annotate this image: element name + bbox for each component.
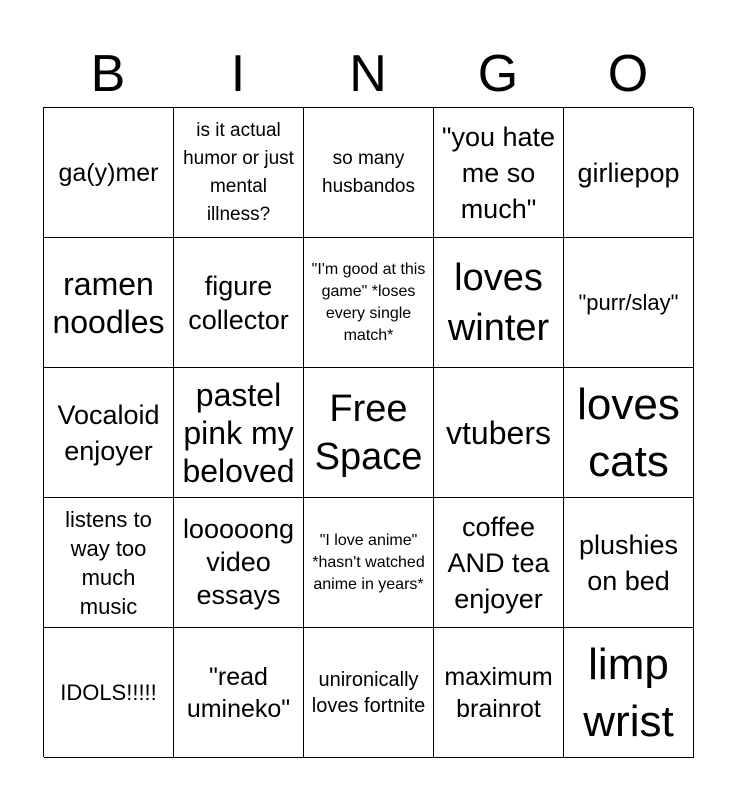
bingo-cell[interactable]: so many husbandos	[304, 108, 434, 238]
header-letter-b: B	[90, 45, 126, 103]
header-letter-o: O	[607, 45, 649, 103]
bingo-cell[interactable]: limp wrist	[564, 628, 694, 758]
bingo-cell[interactable]: loves cats	[564, 368, 694, 498]
bingo-cell[interactable]: listens to way too much music	[44, 498, 174, 628]
bingo-cell[interactable]: loves winter	[434, 238, 564, 368]
header-letter-n: N	[349, 45, 387, 103]
bingo-cell[interactable]: looooong video essays	[174, 498, 304, 628]
bingo-cell[interactable]: "purr/slay"	[564, 238, 694, 368]
bingo-header	[43, 40, 693, 108]
bingo-cell[interactable]: "I'm good at this game" *loses every single match*	[304, 238, 434, 368]
bingo-cell[interactable]: ga(y)mer	[44, 108, 174, 238]
bingo-cell[interactable]: Vocaloid enjoyer	[44, 368, 174, 498]
bingo-cell[interactable]: IDOLS!!!!!	[44, 628, 174, 758]
bingo-cell[interactable]: "you hate me so much"	[434, 108, 564, 238]
bingo-cell[interactable]: vtubers	[434, 368, 564, 498]
bingo-cell[interactable]: unironically loves fortnite	[304, 628, 434, 758]
header-letter-i: I	[230, 45, 246, 103]
bingo-cell[interactable]: pastel pink my beloved	[174, 368, 304, 498]
bingo-cell[interactable]: is it actual humor or just mental illness?	[174, 108, 304, 238]
bingo-grid	[43, 107, 693, 757]
bingo-cell[interactable]: Free Space	[304, 368, 434, 498]
bingo-cell[interactable]: maximum brainrot	[434, 628, 564, 758]
bingo-cell[interactable]: girliepop	[564, 108, 694, 238]
bingo-cell[interactable]: "read umineko"	[174, 628, 304, 758]
bingo-cell[interactable]: "I love anime" *hasn't watched anime in years*	[304, 498, 434, 628]
bingo-cell[interactable]: plushies on bed	[564, 498, 694, 628]
bingo-cell[interactable]: figure collector	[174, 238, 304, 368]
header-letter-g: G	[477, 45, 519, 103]
bingo-cell[interactable]: coffee AND tea enjoyer	[434, 498, 564, 628]
bingo-cell[interactable]: ramen noodles	[44, 238, 174, 368]
